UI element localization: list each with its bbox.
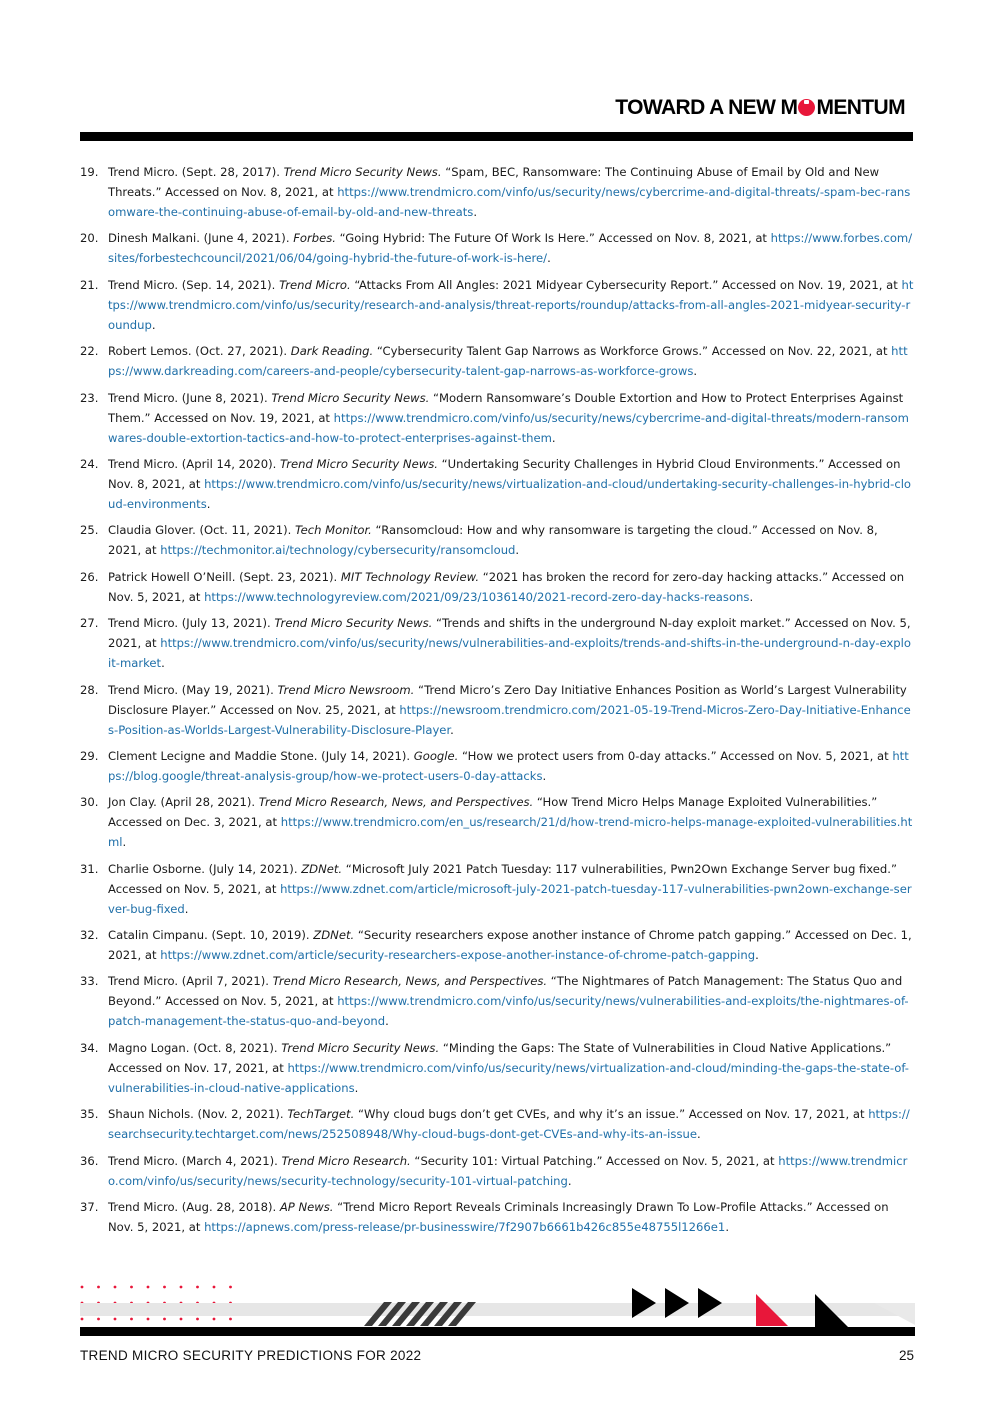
reference-end-period: . — [473, 205, 477, 219]
report-title — [615, 96, 905, 120]
reference-item — [80, 1038, 914, 1098]
reference-link[interactable]: https://www.zdnet.com/article/security-researchers-expose-another-instance-of-chrome-patch-gapping — [160, 948, 756, 963]
reference-number: 24. — [80, 456, 99, 471]
reference-end-period: . — [161, 656, 165, 671]
reference-number: 20. — [80, 231, 99, 246]
reference-text — [108, 162, 914, 222]
reference-number: 33. — [80, 974, 99, 989]
reference-end-period: . — [542, 768, 547, 783]
reference-link[interactable]: https://www.trendmicro.com/vinfo/us/security/news/vulnerabilities-and-exploits/trends-and-shifts-in-the-underground-n-day-exploit-market — [108, 636, 911, 671]
reference-item — [80, 567, 914, 607]
reference-title: “Trend Micro Report Reveals Criminals Increasingly Drawn To Low-Profile Attacks.” Accessed on Nov. 5, 2021, at — [108, 1200, 889, 1235]
reference-text — [108, 925, 914, 965]
reference-number: 22. — [80, 344, 99, 359]
reference-author-date: Trend Micro. (April 7, 2021). — [108, 974, 273, 989]
reference-item — [80, 1197, 914, 1237]
reference-source: TechTarget. — [287, 1107, 355, 1122]
reference-link[interactable]: https://www.trendmicro.com/vinfo/us/security/news/cybercrime-and-digital-threats/modern-ransomwares-double-extortion-tactics-and-how-to-protect-enterprises-against-them — [108, 410, 909, 445]
footer-label: TREND MICRO SECURITY PREDICTIONS FOR 2022 — [80, 1348, 422, 1363]
report-title-end: MENTUM — [816, 96, 905, 119]
footer-rule — [80, 1327, 915, 1336]
reference-link[interactable]: https://techmonitor.ai/technology/cybersecurity/ransomcloud — [160, 543, 516, 558]
reference-title: “Going Hybrid: The Future Of Work Is Here.” Accessed on Nov. 8, 2021, at — [335, 231, 771, 246]
reference-author-date: Claudia Glover. (Oct. 11, 2021). — [108, 523, 295, 538]
reference-link[interactable]: https://www.trendmicro.com/vinfo/us/security/news/virtualization-and-cloud/undertaking-security-challenges-in-hybrid-cloud-environments — [108, 476, 912, 511]
reference-link[interactable]: https://www.trendmicro.com/vinfo/us/security/research-and-analysis/threat-reports/roundup/attacks-from-all-angles-2021-midyear-security-roundup — [108, 277, 914, 332]
reference-end-period: . — [122, 835, 127, 850]
reference-source: Trend Micro Research, News, and Perspectives. — [258, 795, 534, 810]
reference-item — [80, 613, 914, 673]
reference-title: “Security researchers expose another instance of Chrome patch gapping.” Accessed on Dec. 1, 2021, at — [108, 928, 912, 963]
reference-link[interactable]: https://searchsecurity.techtarget.com/news/252508948/Why-cloud-bugs-dont-get-CVEs-and-why-its-an-issue — [108, 1107, 910, 1142]
reference-text — [108, 1038, 914, 1098]
reference-text — [108, 746, 914, 786]
reference-item — [80, 746, 914, 786]
reference-link[interactable]: https://www.darkreading.com/careers-and-people/cybersecurity-talent-gap-narrows-as-workforce-grows — [108, 344, 908, 379]
reference-author-date: Trend Micro. (May 19, 2021). — [108, 682, 278, 697]
reference-text — [108, 275, 914, 335]
reference-source: Trend Micro Research. — [281, 1153, 411, 1168]
reference-text — [108, 341, 914, 381]
reference-end-period: . — [450, 722, 454, 737]
reference-source: Google. — [413, 748, 459, 763]
reference-text — [108, 971, 914, 1031]
reference-item — [80, 454, 914, 514]
reference-number: 21. — [80, 277, 99, 292]
reference-item — [80, 162, 914, 222]
reference-author-date: Trend Micro. (April 14, 2020). — [108, 456, 281, 471]
reference-number: 26. — [80, 569, 99, 584]
reference-author-date: Shaun Nichols. (Nov. 2, 2021). — [108, 1107, 288, 1122]
reference-end-period: . — [725, 1220, 729, 1235]
reference-link[interactable]: https://www.trendmicro.com/vinfo/us/security/news/vulnerabilities-and-exploits/the-nightmares-of-patch-management-the-status-quo-and-beyond — [108, 994, 909, 1029]
logo-o-mark-icon — [798, 99, 815, 116]
reference-number: 28. — [80, 682, 99, 697]
reference-end-period: . — [515, 543, 520, 558]
reference-text — [108, 859, 914, 919]
header-rule — [80, 132, 913, 141]
reference-end-period: . — [693, 364, 698, 379]
reference-text — [108, 567, 914, 607]
reference-title: “Security 101: Virtual Patching.” Accessed on Nov. 5, 2021, at — [410, 1153, 779, 1168]
reference-title: “Undertaking Security Challenges in Hybrid Cloud Environments.” Accessed on Nov. 8, 2021, at — [108, 456, 901, 491]
reference-item — [80, 680, 914, 740]
reference-source: ZDNet. — [313, 928, 355, 943]
reference-end-period: . — [354, 1080, 359, 1095]
reference-author-date: Charlie Osborne. (July 14, 2021). — [108, 861, 302, 876]
reference-source: Trend Micro Security News. — [283, 165, 442, 179]
reference-source: Trend Micro Security News. — [271, 390, 430, 405]
reference-source: Dark Reading. — [290, 344, 374, 359]
reference-end-period: . — [385, 1014, 389, 1029]
reference-source: Forbes. — [293, 231, 336, 246]
reference-author-date: Trend Micro. (March 4, 2021). — [108, 1153, 282, 1168]
reference-link[interactable]: https://www.trendmicro.com/vinfo/us/security/news/virtualization-and-cloud/minding-the-gaps-the-state-of-vulnerabilities-in-cloud-native-applications — [108, 1060, 909, 1095]
reference-title: “Minding the Gaps: The State of Vulnerabilities in Cloud Native Applications.” Accessed on Nov. 17, 2021, at — [108, 1040, 892, 1075]
reference-number: 37. — [80, 1200, 99, 1215]
reference-link[interactable]: https://www.zdnet.com/article/microsoft-july-2021-patch-tuesday-117-vulnerabilities-pwn2own-exchange-server-bug-fixed — [108, 881, 912, 916]
reference-title: “Spam, BEC, Ransomware: The Continuing Abuse of Email by Old and New Threats.” Accessed on Nov. 8, 2021, at — [108, 165, 880, 199]
reference-text — [108, 454, 914, 514]
gray-band — [80, 1303, 915, 1316]
reference-number: 27. — [80, 616, 99, 631]
reference-link[interactable]: https://www.trendmicro.com/en_us/research/21/d/how-trend-micro-helps-manage-exploited-vulnerabilities.html — [108, 815, 913, 850]
reference-title: “Trend Micro’s Zero Day Initiative Enhances Position as World’s Largest Vulnerability Disclosure Player.” Accessed on Nov. 25, 2021, at — [108, 682, 907, 717]
reference-title: “The Nightmares of Patch Management: The Status Quo and Beyond.” Accessed on Nov. 5, 2021, at — [108, 974, 903, 1009]
reference-text — [108, 613, 914, 673]
reference-author-date: Dinesh Malkani. (June 4, 2021). — [108, 231, 294, 246]
reference-text — [108, 228, 914, 268]
reference-number: 31. — [80, 861, 99, 876]
reference-text — [108, 520, 914, 560]
reference-item — [80, 228, 914, 268]
reference-title: “How we protect users from 0-day attacks.” Accessed on Nov. 5, 2021, at — [458, 748, 893, 763]
reference-author-date: Catalin Cimpanu. (Sept. 10, 2019). — [108, 928, 314, 943]
reference-number: 23. — [80, 390, 99, 405]
reference-title: “Attacks From All Angles: 2021 Midyear Cybersecurity Report.” Accessed on Nov. 19, 2021, at — [350, 277, 902, 292]
reference-item — [80, 859, 914, 919]
reference-link[interactable]: https://blog.google/threat-analysis-group/how-we-protect-users-0-day-attacks — [108, 748, 909, 783]
reference-end-period: . — [749, 589, 754, 604]
reference-number: 19. — [80, 165, 99, 179]
reference-source: AP News. — [279, 1200, 334, 1215]
reference-end-period: . — [547, 251, 551, 266]
reference-source: Trend Micro. — [279, 277, 351, 292]
reference-author-date: Trend Micro. (Sept. 28, 2017). — [108, 165, 284, 179]
reference-number: 34. — [80, 1040, 99, 1055]
reference-number: 35. — [80, 1107, 99, 1122]
reference-text — [108, 680, 914, 740]
reference-number: 30. — [80, 795, 99, 810]
reference-author-date: Trend Micro. (Sep. 14, 2021). — [108, 277, 280, 292]
reference-end-period: . — [567, 1173, 572, 1188]
reference-item — [80, 792, 914, 852]
footer-decoration — [0, 1270, 992, 1350]
report-title-start: TOWARD A NEW M — [615, 96, 798, 119]
reference-link[interactable]: https://www.trendmicro.com/vinfo/us/security/news/security-technology/security-101-virtual-patching — [108, 1153, 908, 1188]
reference-title: “Modern Ransomware’s Double Extortion and How to Protect Enterprises Against Them.” Accessed on Nov. 19, 2021, at — [108, 390, 904, 425]
reference-source: Trend Micro Security News. — [274, 616, 433, 631]
reference-end-period: . — [184, 901, 189, 916]
reference-author-date: Patrick Howell O’Neill. (Sept. 23, 2021). — [108, 569, 341, 584]
reference-link[interactable]: https://www.technologyreview.com/2021/09/23/1036140/2021-record-zero-day-hacks-reasons — [204, 589, 750, 604]
reference-link[interactable]: https://www.trendmicro.com/vinfo/us/security/news/cybercrime-and-digital-threats/-spam-bec-ransomware-the-continuing-abuse-of-email-by-old-and-new-threats — [108, 185, 911, 219]
reference-link[interactable]: https://www.forbes.com/sites/forbestechcouncil/2021/06/04/going-hybrid-the-future-of-work-is-here/ — [108, 231, 913, 266]
reference-item — [80, 388, 914, 448]
reference-title: “Microsoft July 2021 Patch Tuesday: 117 vulnerabilities, Pwn2Own Exchange Server bug fixed.” Accessed on Nov. 5, 2021, at — [108, 861, 897, 896]
reference-end-period: . — [755, 948, 759, 963]
reference-item — [80, 520, 914, 560]
reference-author-date: Trend Micro. (July 13, 2021). — [108, 616, 275, 631]
reference-end-period: . — [551, 430, 556, 445]
reference-text — [108, 1104, 914, 1144]
reference-title: “Cybersecurity Talent Gap Narrows as Workforce Grows.” Accessed on Nov. 22, 2021, at — [373, 344, 892, 359]
reference-item — [80, 275, 914, 335]
page-number: 25 — [898, 1348, 914, 1363]
reference-item — [80, 925, 914, 965]
reference-link[interactable]: https://newsroom.trendmicro.com/2021-05-19-Trend-Micros-Zero-Day-Initiative-Enhances-Position-as-Worlds-Largest-Vulnerability-Disclosure-Player — [108, 702, 911, 737]
reference-title: “2021 has broken the record for zero-day hacking attacks.” Accessed on Nov. 5, 2021, at — [108, 569, 905, 604]
reference-author-date: Magno Logan. (Oct. 8, 2021). — [108, 1040, 282, 1055]
reference-list — [80, 162, 914, 1243]
reference-number: 25. — [80, 523, 99, 538]
reference-source: Tech Monitor. — [294, 523, 372, 538]
reference-author-date: Trend Micro. (June 8, 2021). — [108, 390, 272, 405]
reference-title: “Trends and shifts in the underground N-day exploit market.” Accessed on Nov. 5, 2021, at — [108, 616, 911, 651]
reference-source: Trend Micro Research, News, and Perspectives. — [272, 974, 548, 989]
reference-title: “Ransomcloud: How and why ransomware is targeting the cloud.” Accessed on Nov. 8, 2021, at — [108, 523, 878, 558]
reference-item — [80, 341, 914, 381]
reference-number: 32. — [80, 928, 99, 943]
reference-title: “Why cloud bugs don’t get CVEs, and why it’s an issue.” Accessed on Nov. 17, 2021, at — [354, 1107, 869, 1122]
reference-link[interactable]: https://apnews.com/press-release/pr-businesswire/7f2907b6661b426c855e48755l1266e1 — [204, 1220, 726, 1235]
reference-text — [108, 1151, 914, 1191]
reference-end-period: . — [696, 1127, 701, 1142]
reference-author-date: Trend Micro. (Aug. 28, 2018). — [108, 1200, 280, 1215]
reference-end-period: . — [151, 317, 156, 332]
reference-text — [108, 792, 914, 852]
reference-item — [80, 1104, 914, 1144]
reference-end-period: . — [206, 496, 211, 511]
reference-source: Trend Micro Security News. — [280, 456, 438, 471]
reference-source: MIT Technology Review. — [340, 569, 480, 584]
reference-source: ZDNet. — [301, 861, 343, 876]
reference-item — [80, 1151, 914, 1191]
reference-text — [108, 1197, 914, 1237]
reference-item — [80, 971, 914, 1031]
reference-source: Trend Micro Security News. — [281, 1040, 440, 1055]
reference-title: “How Trend Micro Helps Manage Exploited Vulnerabilities.” Accessed on Dec. 3, 2021, at — [108, 795, 878, 830]
reference-author-date: Jon Clay. (April 28, 2021). — [108, 795, 259, 810]
reference-author-date: Robert Lemos. (Oct. 27, 2021). — [108, 344, 291, 359]
reference-number: 36. — [80, 1153, 99, 1168]
reference-number: 29. — [80, 748, 99, 763]
reference-source: Trend Micro Newsroom. — [277, 682, 415, 697]
reference-text — [108, 388, 914, 448]
reference-author-date: Clement Lecigne and Maddie Stone. (July 14, 2021). — [108, 748, 414, 763]
